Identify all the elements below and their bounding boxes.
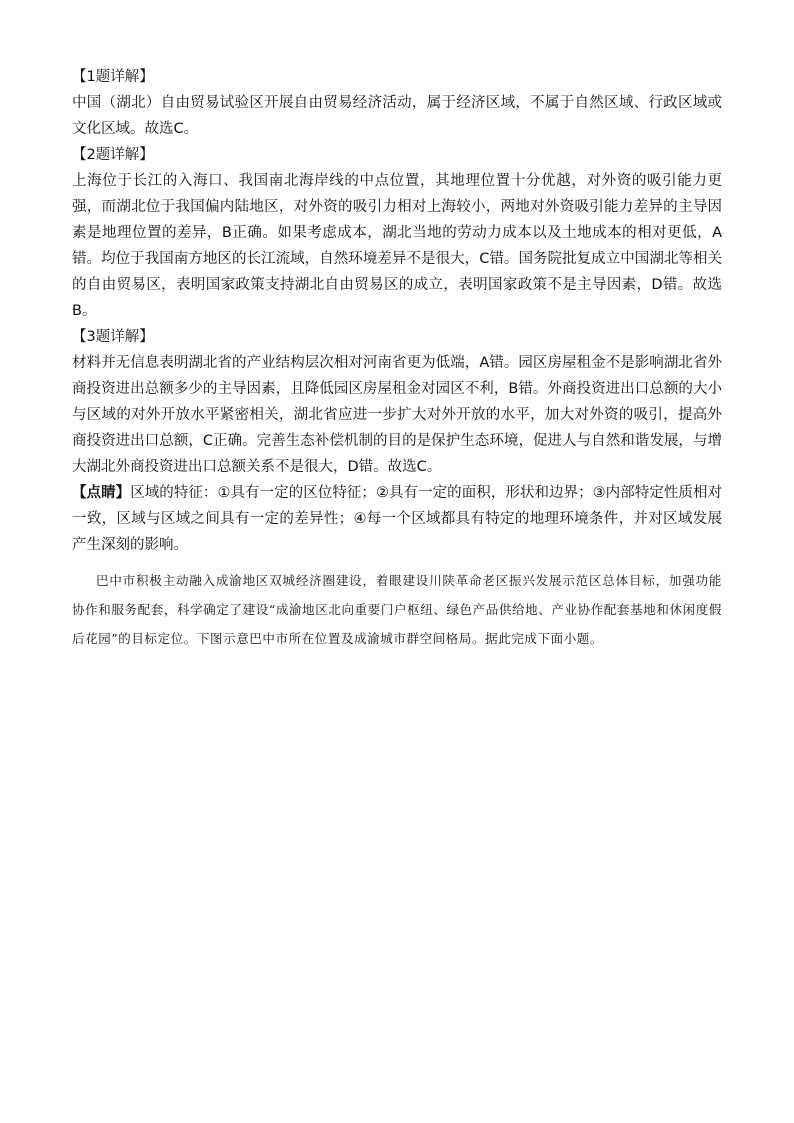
tip-label: 【点睛】 — [72, 485, 131, 501]
section-body-q2: 上海位于长江的入海口、我国南北海岸线的中点位置，其地理位置十分优越，对外资的吸引能力更强，而湖北位于我国偏内陆地区，对外资的吸引力相对上海较小，两地对外资吸引能力差异的主导因素是地理位置的差异，B正确。如果考虑成本，湖北当地的劳动力成本以及土地成本的相对更低，A错。均位于我国南方地区的长江流域，自然环境差异不是很大，C错。国务院批复成立中国湖北等相关的自由贸易区，表明国家政策支持湖北自由贸易区的成立，表明国家政策不是主导因素，D错。故选B。 — [72, 173, 722, 319]
material-paragraph: 巴中市积极主动融入成渝地区双城经济圈建设，着眼建设川陕革命老区振兴发展示范区总体目标，加强功能协作和服务配套，科学确定了建设“成渝地区北向重要门户枢纽、绿色产品供给地、产业协作配套基地和休闲度假后花园”的目标定位。下图示意巴中市所在位置及成渝城市群空间格局。据此完成下面小题。 — [72, 573, 722, 646]
section-body-q3: 材料并无信息表明湖北省的产业结构层次相对河南省更为低端，A错。园区房屋租金不是影响湖北省外商投资进出总额多少的主导因素，且降低园区房屋租金对园区不利，B错。外商投资进出口总额的大小与区域的对外开放水平紧密相关，湖北省应进一步扩大对外开放的水平，加大对外资的吸引，提高外商投资进出口总额，C正确。完善生态补偿机制的目的是保护生态环境，促进人与自然和谐发展，与增大湖北外商投资进出口总额关系不是很大，D错。故选C。 — [72, 355, 722, 475]
tip-paragraph — [72, 480, 722, 558]
section-q1 — [72, 64, 722, 142]
section-heading-q3: 【3题详解】 — [72, 329, 154, 345]
section-q2 — [72, 142, 722, 324]
document-page — [72, 64, 722, 653]
section-heading-q1: 【1题详解】 — [72, 69, 154, 85]
tip-body: 区域的特征：①具有一定的区位特征；②具有一定的面积，形状和边界；③内部特定性质相对一致，区域与区域之间具有一定的差异性；④每一个区域都具有特定的地理环境条件，并对区域发展产生深刻的影响。 — [72, 485, 722, 553]
section-heading-q2: 【2题详解】 — [72, 147, 154, 163]
section-body-q1: 中国（湖北）自由贸易试验区开展自由贸易经济活动，属于经济区域，不属于自然区域、行政区域或文化区域。故选C。 — [72, 95, 722, 137]
section-q3 — [72, 324, 722, 480]
